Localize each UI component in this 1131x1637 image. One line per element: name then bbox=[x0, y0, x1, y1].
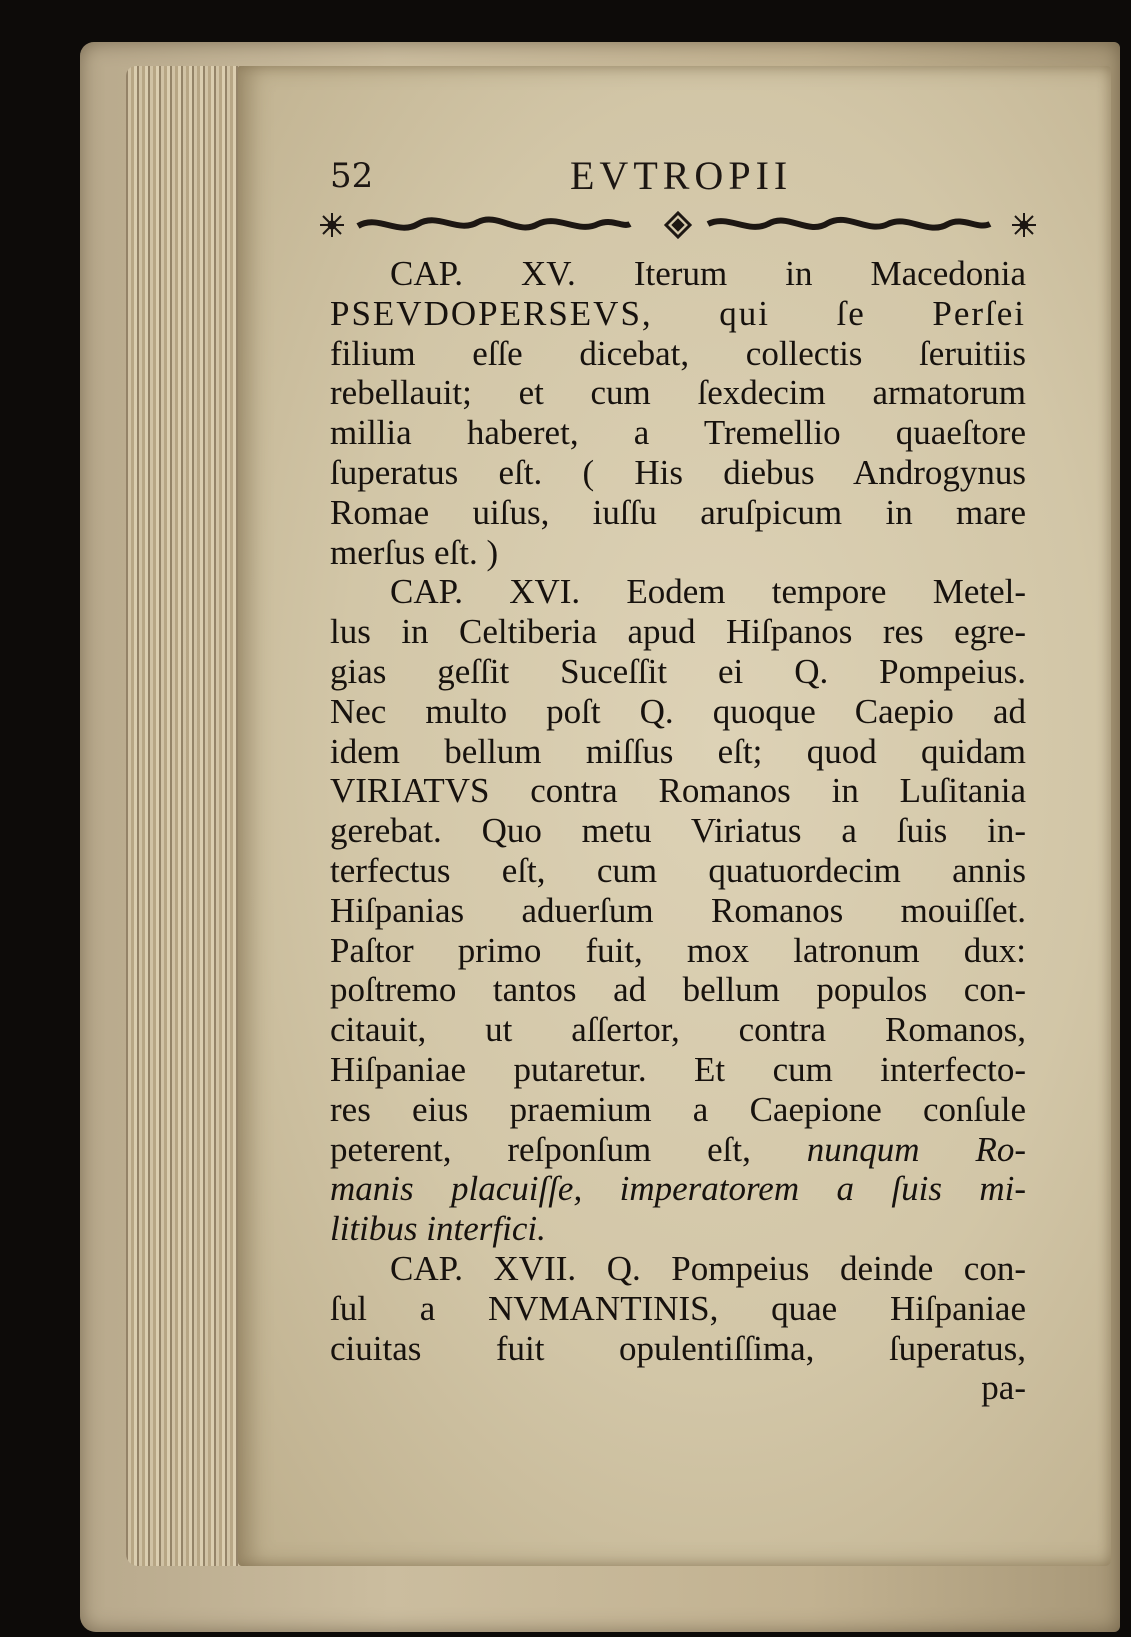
text-line: CAP. XVII. Q. Pompeius deinde con- bbox=[390, 1248, 1026, 1288]
text-line: Romae uiſus, iuſſu aruſpicum in mare bbox=[330, 492, 1026, 532]
text-line: ſuperatus eſt. ( His diebus Androgynus bbox=[330, 452, 1026, 492]
text-line: gias geſſit Suceſſit ei Q. Pompeius. bbox=[330, 651, 1026, 691]
text-line: lus in Celtiberia apud Hiſpanos res egre- bbox=[330, 612, 1026, 652]
star-ornament-right bbox=[1012, 213, 1036, 237]
text-line: VIRIATVS contra Romanos in Luſitania bbox=[330, 771, 1026, 811]
text-segment: peterent, reſponſum eſt, bbox=[330, 1129, 751, 1169]
text-line: merſus eſt. ) bbox=[330, 532, 499, 572]
text-line bbox=[330, 1209, 1026, 1249]
running-title: EVTROPII bbox=[570, 153, 793, 198]
body-text bbox=[330, 254, 1026, 1408]
text-line: poſtremo tantos ad bellum populos con- bbox=[330, 970, 1026, 1010]
text-line: rebellauit; et cum ſexdecim armatorum bbox=[330, 373, 1026, 413]
text-line: CAP. XV. Iterum in Macedonia bbox=[390, 254, 1026, 293]
text-line: PSEVDOPERSEVS, qui ſe Perſei bbox=[330, 293, 1026, 333]
text-line: idem bellum miſſus eſt; quod quidam bbox=[330, 731, 1026, 771]
text-line: Hiſpaniae putaretur. Et cum interfecto- bbox=[330, 1049, 1026, 1089]
text-line bbox=[330, 1130, 1026, 1170]
text-line: terfectus eſt, cum quatuordecim annis bbox=[330, 850, 1026, 890]
scroll-ornament-left bbox=[358, 219, 630, 227]
italic-text: nunqum Ro- bbox=[806, 1129, 1026, 1169]
catchword: pa- bbox=[981, 1368, 1026, 1408]
page-header bbox=[330, 152, 1030, 202]
text-line: filium eſſe dicebat, collectis ſeruitiis bbox=[330, 333, 1026, 373]
text-line: citauit, ut aſſertor, contra Romanos, bbox=[330, 1010, 1026, 1050]
italic-text: litibus interfici. bbox=[330, 1209, 546, 1249]
text-line: CAP. XVI. Eodem tempore Metel- bbox=[390, 572, 1026, 612]
page-edges bbox=[126, 66, 246, 1566]
text-line: Hiſpanias aduerſum Romanos mouiſſet. bbox=[330, 890, 1026, 930]
text-line: res eius praemium a Caepione conſule bbox=[330, 1089, 1026, 1129]
page-number: 52 bbox=[330, 156, 374, 196]
text-line: Paſtor primo fuit, mox latronum dux: bbox=[330, 930, 1026, 970]
text-line: gerebat. Quo metu Viriatus a ſuis in- bbox=[330, 811, 1026, 851]
scroll-ornament-right bbox=[708, 220, 990, 228]
text-line: millia haberet, a Tremellio quaeſtore bbox=[330, 413, 1026, 453]
text-line bbox=[330, 1169, 1026, 1209]
text-line: ciuitas fuit opulentiſſima, ſuperatus, bbox=[330, 1328, 1026, 1368]
italic-text: manis placuiſſe, imperatorem a ſuis mi- bbox=[330, 1169, 1026, 1209]
star-ornament-left bbox=[320, 213, 344, 237]
ornament-band bbox=[318, 210, 1040, 240]
text-line: Nec multo poſt Q. quoque Caepio ad bbox=[330, 691, 1026, 731]
diamond-ornament bbox=[666, 213, 690, 237]
text-line: ſul a NVMANTINIS, quae Hiſpaniae bbox=[330, 1288, 1026, 1328]
